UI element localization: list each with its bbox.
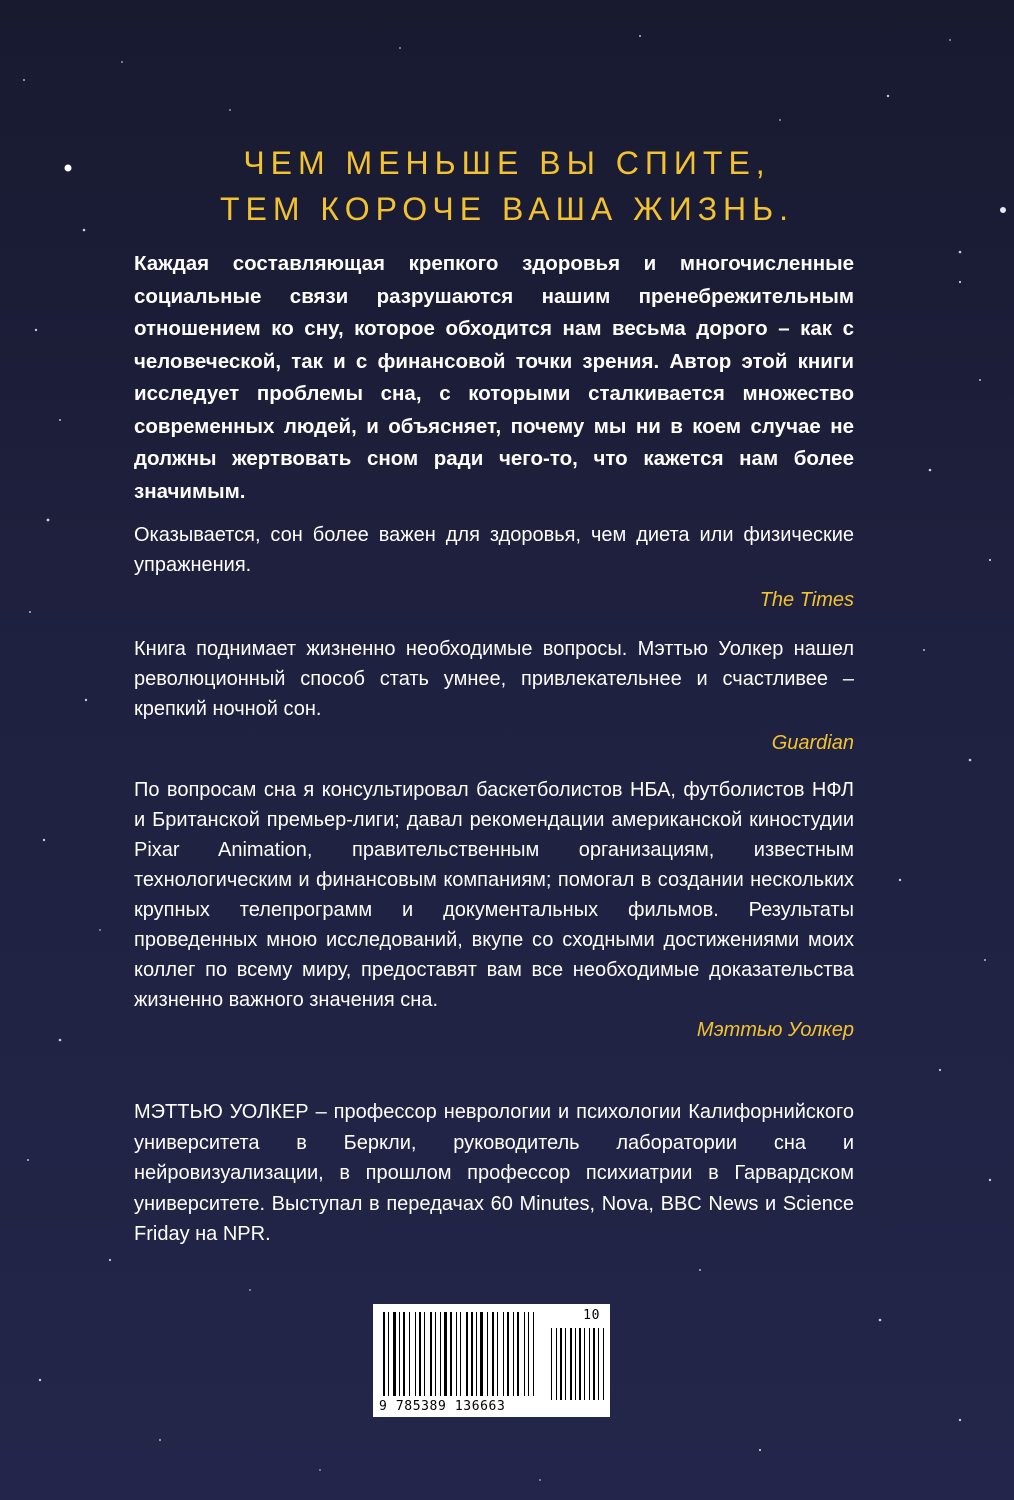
star — [85, 699, 87, 701]
headline — [0, 140, 1014, 232]
star — [959, 1419, 961, 1421]
barcode-bar — [528, 1312, 529, 1396]
barcode-bar — [430, 1312, 432, 1396]
quote-2-source: Guardian — [771, 732, 854, 754]
star — [887, 95, 889, 97]
star — [249, 1289, 251, 1291]
star — [159, 1439, 161, 1441]
star — [35, 329, 37, 331]
barcode-addon-bar — [589, 1328, 590, 1400]
barcode-addon-bar — [551, 1328, 552, 1400]
star — [959, 251, 962, 254]
barcode-bar — [524, 1312, 525, 1396]
quote-3-source: Мэттью Уолкер — [696, 1019, 854, 1041]
isbn-barcode — [373, 1304, 610, 1417]
barcode-addon-bar — [593, 1328, 595, 1400]
barcode-bar — [517, 1312, 519, 1396]
barcode-bar — [444, 1312, 447, 1396]
star — [969, 759, 972, 762]
star — [929, 469, 932, 472]
barcode-bar — [476, 1312, 477, 1396]
barcode-bar — [388, 1312, 389, 1396]
quote-1-source: The Times — [759, 589, 854, 611]
star — [779, 119, 781, 121]
barcode-bar — [513, 1312, 514, 1396]
barcode-addon-bar — [556, 1328, 557, 1400]
barcode-bar — [466, 1312, 468, 1396]
barcode-bar — [440, 1312, 441, 1396]
star — [949, 39, 951, 41]
barcode-addon-bar — [570, 1328, 572, 1400]
author-bio: МЭТТЬЮ УОЛКЕР – профессор неврологии и психологии Калифорнийского университета в Беркли, руководитель лаборатории сна и нейровизуализации, в прошлом профессор психиатрии в Гарвардском университете. Выступал в передачах 60 Minutes, Nova, BBC News и Science Friday на NPR. — [134, 1101, 854, 1245]
barcode-addon-bar — [560, 1328, 562, 1400]
star — [979, 379, 981, 381]
barcode-bar — [424, 1312, 425, 1396]
star — [121, 61, 123, 63]
star — [59, 1039, 62, 1042]
barcode-isbn-digits: 9 785389 136663 — [379, 1399, 506, 1414]
star — [29, 611, 31, 613]
star — [43, 839, 45, 841]
quote-1-text: Оказывается, сон более важен для здоровья, чем диета или физические упражнения. — [134, 524, 854, 576]
barcode-addon-bar — [575, 1328, 576, 1400]
star — [27, 1159, 29, 1161]
barcode-bar — [409, 1312, 410, 1396]
star — [399, 47, 401, 49]
star — [989, 1179, 991, 1181]
barcode-bar — [450, 1312, 452, 1396]
lead-paragraph: Каждая составляющая крепкого здоровья и многочисленные социальные связи разрушаются нашим пренебрежительным отношением ко сну, которое обходится нам весьма дорого – как с человеческой, так и с финансовой точки зрения. Автор этой книги исследует проблемы сна, с которыми сталкивается множество современных людей, и объясняет, почему мы ни в коем случае не должны жертвовать сном ради чего-то, что кажется нам более значимым. — [134, 252, 854, 503]
barcode-addon-bar — [603, 1328, 604, 1400]
barcode-bar — [403, 1312, 405, 1396]
star — [109, 1259, 111, 1261]
star — [23, 79, 25, 81]
barcode-addon-bar — [584, 1328, 585, 1400]
star — [59, 419, 61, 421]
barcode-bar — [533, 1312, 534, 1396]
star — [47, 519, 50, 522]
barcode-addon-bar — [579, 1328, 581, 1400]
barcode-bar — [480, 1312, 483, 1396]
star — [639, 35, 641, 37]
star — [984, 959, 986, 961]
star — [99, 929, 101, 931]
quote-3-text: По вопросам сна я консультировал баскетболистов НБА, футболистов НФЛ и Британской премьер-лиги; давал рекомендации американской киностудии Pixar Animation, правительственным организациям, известным технологическим и финансовым компаниям; помогал в создании нескольких крупных телепрограмм и документальных фильмов. Результаты проведенных мною исследований, вкупе со сходными достижениями моих коллег по всему миру, предоставят вам все необходимые доказательства жизненно важного значения сна. — [134, 779, 854, 1011]
star — [319, 1469, 321, 1471]
star — [879, 1319, 882, 1322]
barcode-bar — [435, 1312, 436, 1396]
headline-line-1: ЧЕМ МЕНЬШЕ ВЫ СПИТЕ, — [243, 145, 771, 181]
star — [39, 1379, 41, 1381]
star — [989, 559, 991, 561]
star — [959, 281, 961, 283]
barcode-bar — [471, 1312, 473, 1396]
barcode-bar — [492, 1312, 494, 1396]
barcode-bar — [415, 1312, 416, 1396]
star — [759, 1449, 761, 1451]
barcode-bar — [487, 1312, 488, 1396]
quote-2-text: Книга поднимает жизненно необходимые вопросы. Мэттью Уолкер нашел революционный способ стать умнее, привлекательнее и счастливее – крепкий ночной сон. — [134, 638, 854, 720]
barcode-bar — [399, 1312, 400, 1396]
barcode-bar — [419, 1312, 421, 1396]
barcode-bar — [507, 1312, 509, 1396]
barcode-addon-bar — [565, 1328, 566, 1400]
star — [923, 649, 925, 651]
barcode-bar — [460, 1312, 461, 1396]
barcode-addon-digits: 10 — [583, 1308, 600, 1323]
headline-line-2: ТЕМ КОРОЧЕ ВАША ЖИЗНЬ. — [219, 191, 795, 227]
star — [699, 1269, 701, 1271]
barcode-bar — [503, 1312, 504, 1396]
barcode-bar — [383, 1312, 385, 1396]
star — [899, 879, 901, 881]
barcode-addon-bar — [598, 1328, 599, 1400]
barcode-bar — [497, 1312, 498, 1396]
star — [229, 109, 231, 111]
barcode-bar — [393, 1312, 396, 1396]
star — [939, 1069, 941, 1071]
barcode-bar — [456, 1312, 457, 1396]
star — [539, 1479, 541, 1481]
